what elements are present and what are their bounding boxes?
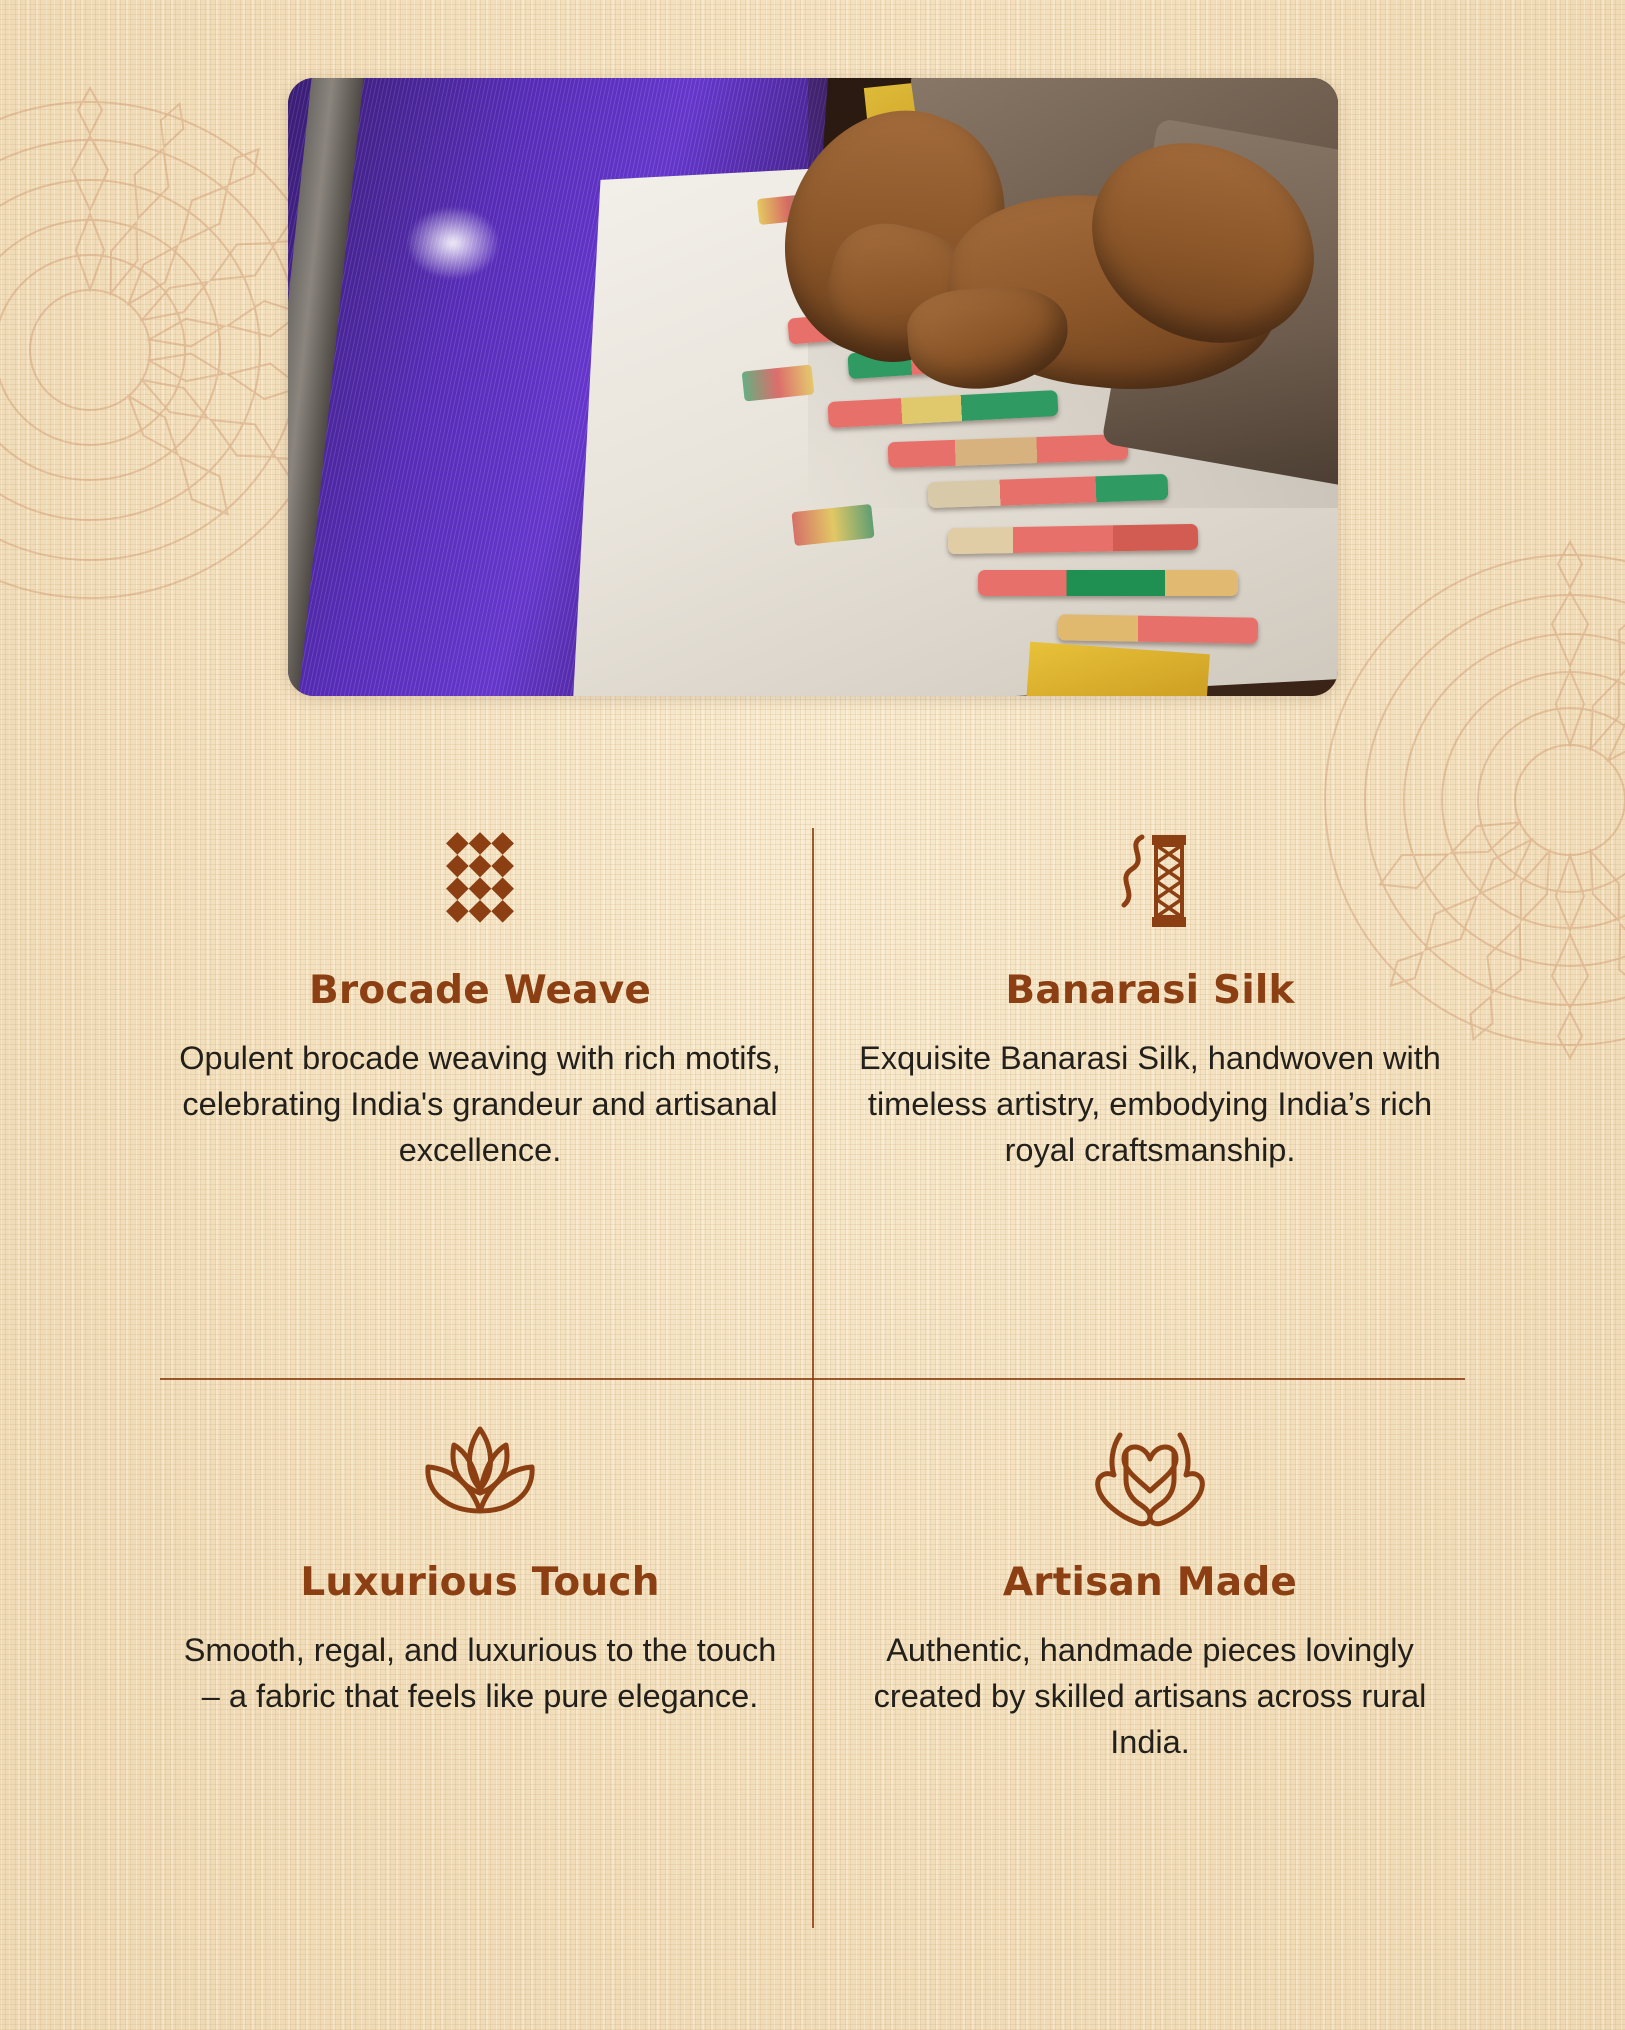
feature-card-brocade-weave [180,808,780,1173]
brocade-weave-icon [180,808,780,958]
grid-horizontal-divider [160,1378,1465,1380]
loom-highlight [408,208,498,278]
feature-card-luxurious-touch [180,1400,780,1719]
hero-photo-canvas [288,78,1338,696]
silk-thread-spool-icon [850,808,1450,958]
feature-title: Banarasi Silk [1005,968,1295,1013]
feature-description: Opulent brocade weaving with rich motifs, celebrating India's grandeur and artisanal excellence. [179,1040,781,1169]
feature-title: Luxurious Touch [300,1560,660,1605]
feature-card-artisan-made [850,1400,1450,1765]
hands-heart-icon [850,1400,1450,1550]
features-grid [160,808,1465,1948]
feature-title: Brocade Weave [308,968,651,1013]
silk-bobbin [948,524,1198,554]
feature-card-banarasi-silk [850,808,1450,1173]
feature-title: Artisan Made [1002,1560,1298,1605]
silk-bobbin [1058,614,1258,643]
hero-image [288,78,1338,696]
lotus-icon [180,1400,780,1550]
feature-description: Authentic, handmade pieces lovingly created by skilled artisans across rural India. [873,1632,1427,1761]
feature-description: Exquisite Banarasi Silk, handwoven with timeless artistry, embodying India’s rich royal craftsmanship. [859,1040,1441,1169]
feature-description: Smooth, regal, and luxurious to the touch – a fabric that feels like pure elegance. [183,1632,777,1715]
silk-bobbin [978,570,1238,596]
